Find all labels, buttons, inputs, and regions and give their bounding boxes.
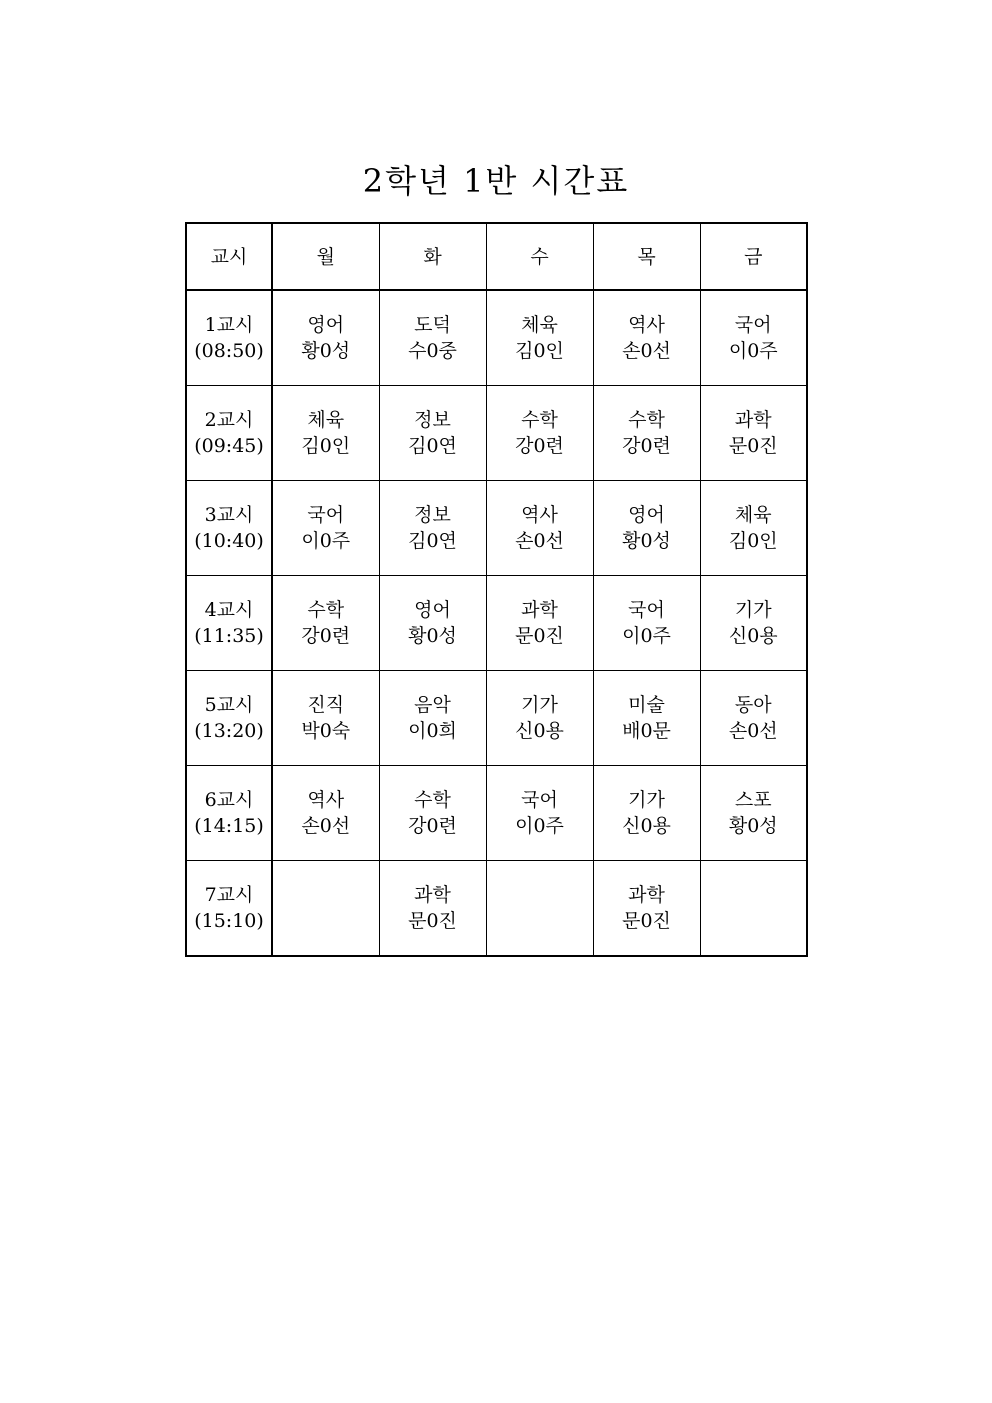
class-cell — [700, 290, 807, 386]
class-cell — [486, 861, 593, 957]
period-cell — [186, 766, 272, 861]
header-period: 교시 — [186, 223, 272, 290]
class-cell — [379, 290, 486, 386]
teacher: 수0중 — [408, 340, 457, 362]
period-label: 7교시 — [204, 884, 254, 906]
teacher: 김0연 — [408, 435, 457, 457]
class-cell — [700, 576, 807, 671]
class-cell — [272, 290, 379, 386]
teacher: 이0주 — [622, 625, 671, 647]
header-fri: 금 — [700, 223, 807, 290]
teacher: 이0주 — [728, 340, 778, 362]
teacher: 신0용 — [622, 815, 671, 837]
class-cell — [379, 861, 486, 957]
class-cell — [593, 766, 700, 861]
subject: 과학 — [734, 409, 772, 431]
class-cell — [700, 386, 807, 481]
subject: 국어 — [628, 599, 665, 621]
teacher: 손0선 — [301, 815, 351, 837]
period-time: (10:40) — [194, 530, 264, 552]
subject: 기가 — [734, 599, 772, 621]
subject: 도덕 — [414, 314, 451, 336]
subject: 수학 — [414, 789, 451, 811]
class-cell — [272, 671, 379, 766]
subject: 정보 — [414, 504, 451, 526]
class-cell — [379, 671, 486, 766]
teacher: 강0련 — [515, 435, 564, 457]
class-cell — [486, 576, 593, 671]
class-cell — [379, 386, 486, 481]
subject: 체육 — [734, 504, 772, 526]
period-cell — [186, 671, 272, 766]
subject: 역사 — [628, 314, 665, 336]
class-cell — [486, 671, 593, 766]
class-cell — [272, 861, 379, 957]
teacher: 황0성 — [301, 340, 351, 362]
teacher: 신0용 — [728, 625, 778, 647]
class-cell — [593, 481, 700, 576]
teacher: 문0진 — [515, 625, 564, 647]
teacher: 강0련 — [622, 435, 671, 457]
subject: 수학 — [628, 409, 665, 431]
teacher: 박0숙 — [301, 720, 351, 742]
period-label: 1교시 — [204, 314, 254, 336]
period-time: (08:50) — [194, 340, 264, 362]
class-cell — [379, 766, 486, 861]
table-row — [186, 481, 807, 576]
period-label: 5교시 — [204, 694, 254, 716]
teacher: 손0선 — [622, 340, 671, 362]
subject: 과학 — [628, 884, 665, 906]
class-cell — [272, 576, 379, 671]
class-cell — [593, 861, 700, 957]
subject: 기가 — [628, 789, 665, 811]
class-cell — [593, 671, 700, 766]
teacher: 김0연 — [408, 530, 457, 552]
header-mon: 월 — [272, 223, 379, 290]
teacher: 강0련 — [408, 815, 457, 837]
class-cell — [272, 766, 379, 861]
subject: 미술 — [628, 694, 665, 716]
teacher: 문0진 — [728, 435, 778, 457]
table-row — [186, 861, 807, 957]
period-time: (14:15) — [194, 815, 264, 837]
subject: 음악 — [414, 694, 451, 716]
subject: 영어 — [414, 599, 451, 621]
teacher: 신0용 — [515, 720, 564, 742]
teacher: 이0희 — [408, 720, 457, 742]
header-tue: 화 — [379, 223, 486, 290]
period-cell — [186, 386, 272, 481]
teacher: 배0문 — [622, 720, 671, 742]
subject: 체육 — [521, 314, 558, 336]
teacher: 이0주 — [515, 815, 564, 837]
period-time: (13:20) — [194, 720, 264, 742]
subject: 영어 — [307, 314, 345, 336]
subject: 기가 — [521, 694, 558, 716]
teacher: 김0인 — [515, 340, 564, 362]
period-time: (11:35) — [194, 625, 264, 647]
teacher: 강0련 — [301, 625, 351, 647]
subject: 스포 — [734, 789, 772, 811]
header-thu: 목 — [593, 223, 700, 290]
class-cell — [700, 671, 807, 766]
period-label: 4교시 — [204, 599, 254, 621]
subject: 수학 — [307, 599, 345, 621]
table-row — [186, 576, 807, 671]
teacher: 황0성 — [728, 815, 778, 837]
page-title: 2학년 1반 시간표 — [362, 162, 630, 200]
subject: 과학 — [521, 599, 558, 621]
subject: 정보 — [414, 409, 451, 431]
teacher: 이0주 — [301, 530, 351, 552]
period-cell — [186, 576, 272, 671]
period-label: 6교시 — [204, 789, 254, 811]
subject: 역사 — [521, 504, 558, 526]
period-time: (15:10) — [194, 910, 264, 932]
teacher: 김0인 — [301, 435, 351, 457]
subject: 국어 — [521, 789, 558, 811]
class-cell — [486, 290, 593, 386]
table-row — [186, 386, 807, 481]
subject: 동아 — [734, 694, 772, 716]
table-row — [186, 671, 807, 766]
subject: 국어 — [734, 314, 772, 336]
class-cell — [700, 481, 807, 576]
subject: 국어 — [307, 504, 345, 526]
class-cell — [379, 481, 486, 576]
subject: 과학 — [414, 884, 451, 906]
class-cell — [486, 481, 593, 576]
class-cell — [593, 386, 700, 481]
class-cell — [486, 386, 593, 481]
class-cell — [700, 861, 807, 957]
table-row — [186, 290, 807, 386]
teacher: 손0선 — [728, 720, 778, 742]
teacher: 손0선 — [515, 530, 564, 552]
period-label: 2교시 — [204, 409, 254, 431]
subject: 역사 — [307, 789, 345, 811]
header-wed: 수 — [486, 223, 593, 290]
period-cell — [186, 290, 272, 386]
timetable — [185, 222, 808, 957]
class-cell — [593, 576, 700, 671]
period-time: (09:45) — [194, 435, 264, 457]
period-label: 3교시 — [204, 504, 254, 526]
class-cell — [700, 766, 807, 861]
header-row — [186, 223, 807, 290]
teacher: 문0진 — [622, 910, 671, 932]
class-cell — [593, 290, 700, 386]
subject: 영어 — [628, 504, 665, 526]
subject: 체육 — [307, 409, 345, 431]
teacher: 문0진 — [408, 910, 457, 932]
class-cell — [272, 386, 379, 481]
period-cell — [186, 481, 272, 576]
subject: 진직 — [307, 694, 345, 716]
teacher: 황0성 — [408, 625, 457, 647]
class-cell — [379, 576, 486, 671]
subject: 수학 — [521, 409, 558, 431]
teacher: 황0성 — [622, 530, 671, 552]
teacher: 김0인 — [728, 530, 778, 552]
period-cell — [186, 861, 272, 957]
class-cell — [272, 481, 379, 576]
class-cell — [486, 766, 593, 861]
table-row — [186, 766, 807, 861]
